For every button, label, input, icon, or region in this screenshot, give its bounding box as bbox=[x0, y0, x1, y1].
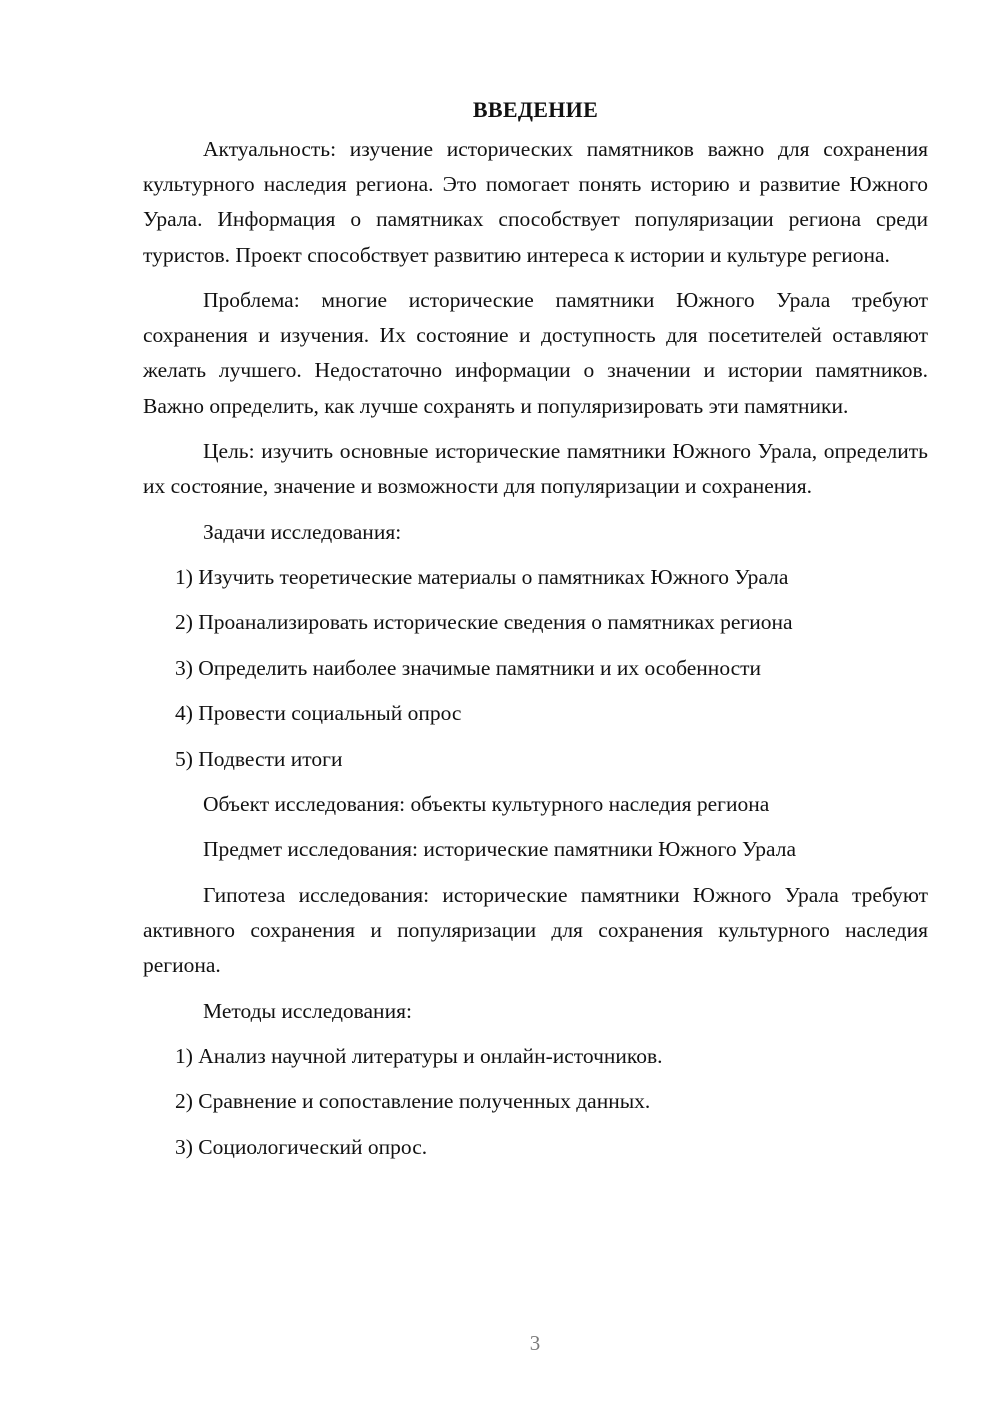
document-page bbox=[143, 92, 928, 1175]
page-number: 3 bbox=[529, 1331, 541, 1355]
hypothesis-paragraph: Гипотеза исследования: исторические памятники Южного Урала требуют активного сохранения и популяризации для сохранения культурного наследия региона. bbox=[143, 882, 928, 978]
task-item: 4) Провести социальный опрос bbox=[175, 701, 462, 726]
task-item: 2) Проанализировать исторические сведения о памятниках региона bbox=[175, 610, 793, 635]
page-title: ВВЕДЕНИЕ bbox=[472, 97, 599, 122]
task-item: 5) Подвести итоги bbox=[175, 746, 343, 771]
research-subject: Предмет исследования: исторические памятники Южного Урала bbox=[203, 837, 797, 862]
task-item: 3) Определить наиболее значимые памятники и их особенности bbox=[175, 655, 762, 680]
method-item: 1) Анализ научной литературы и онлайн-источников. bbox=[175, 1043, 663, 1068]
method-item: 2) Сравнение и сопоставление полученных данных. bbox=[175, 1089, 651, 1114]
relevance-paragraph: Актуальность: изучение исторических памятников важно для сохранения культурного наследия региона. Это помогает понять историю и развитие Южного Урала. Информация о памятниках способствует популяризации региона среди туристов. Проект способствует развитию интереса к истории и культуре региона. bbox=[143, 137, 928, 267]
problem-paragraph: Проблема: многие исторические памятники Южного Урала требуют сохранения и изучения. Их состояние и доступность для посетителей оставляют желать лучшего. Недостаточно информации о значении и истории памятников. Важно определить, как лучше сохранять и популяризировать эти памятники. bbox=[143, 288, 928, 418]
tasks-heading: Задачи исследования: bbox=[203, 519, 402, 544]
goal-paragraph: Цель: изучить основные исторические памятники Южного Урала, определить их состояние, значение и возможности для популяризации и сохранения. bbox=[143, 439, 928, 499]
task-item: 1) Изучить теоретические материалы о памятниках Южного Урала bbox=[175, 564, 789, 589]
research-object: Объект исследования: объекты культурного наследия региона bbox=[203, 791, 770, 816]
method-item: 3) Социологический опрос. bbox=[175, 1134, 428, 1159]
methods-heading: Методы исследования: bbox=[203, 998, 412, 1023]
